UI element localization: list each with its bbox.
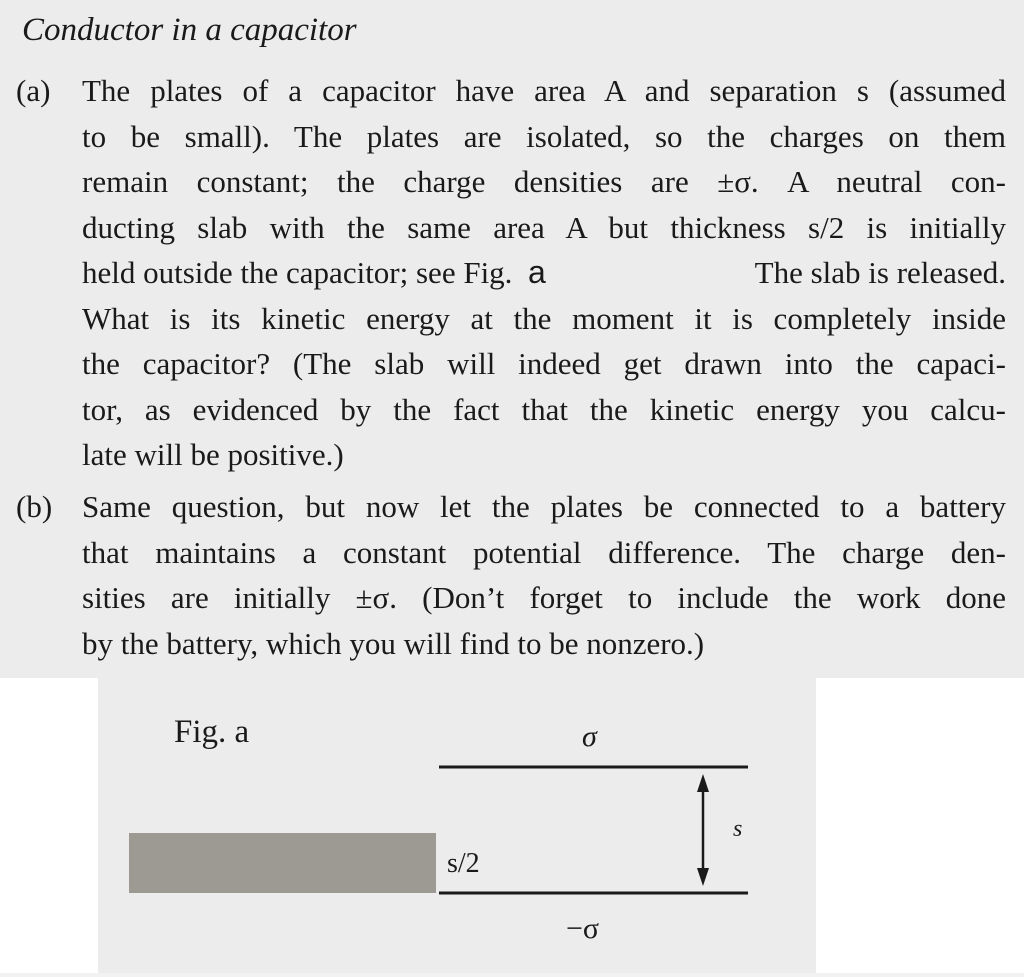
part-a-line-7: the capacitor? (The slab will indeed get drawn into the capaci- [82,346,1006,381]
arrow-down-icon [697,868,709,886]
figure-reference-link[interactable]: a [527,254,546,290]
part-b-line-2: that maintains a constant potential difference. The charge den- [82,534,1006,570]
slab-thickness-label: s/2 [447,848,480,879]
figure-a [98,678,816,973]
part-a-line-9: late will be positive.) [82,437,344,472]
part-a-line-8: tor, as evidenced by the fact that the kinetic energy you calcu- [82,391,1006,427]
separation-label: s [733,816,743,842]
part-a-line-5-start: held outside the capacitor; see Fig. [82,255,513,290]
part-b-text [82,484,1006,666]
part-a-line-4: ducting slab with the same area A but thickness s/2 is initially [82,209,1006,245]
part-b-line-1: Same question, but now let the plates be connected to a battery [82,489,1006,524]
part-a-line-5 [82,250,1006,296]
arrow-up-icon [697,774,709,792]
part-a-line-1: The plates of a capacitor have area A and separation s (assumed [82,73,1006,108]
part-a-line-6: What is its kinetic energy at the moment it is completely inside [82,300,1006,336]
top-plate-charge-label: σ [582,720,597,753]
part-a-text [82,68,1006,478]
conducting-slab [129,833,436,893]
part-b-label: (b) [16,489,53,524]
part-a-label: (a) [16,73,51,108]
bottom-plate-charge-label: −σ [566,912,600,945]
part-a-line-2: to be small). The plates are isolated, so the charges on them [82,118,1006,154]
figure-label: Fig. a [174,714,250,750]
part-a-line-5-end: The slab is released. [754,255,1006,290]
problem-title: Conductor in a capacitor [22,12,357,48]
separation-arrow [697,774,709,886]
part-a-line-3: remain constant; the charge densities are ±σ. A neutral con- [82,164,1006,199]
bottom-edge [0,973,1024,977]
part-b-line-4: by the battery, which you will find to be nonzero.) [82,625,705,661]
part-b-line-3: sities are initially ±σ. (Don’t forget to include the work done [82,580,1006,615]
